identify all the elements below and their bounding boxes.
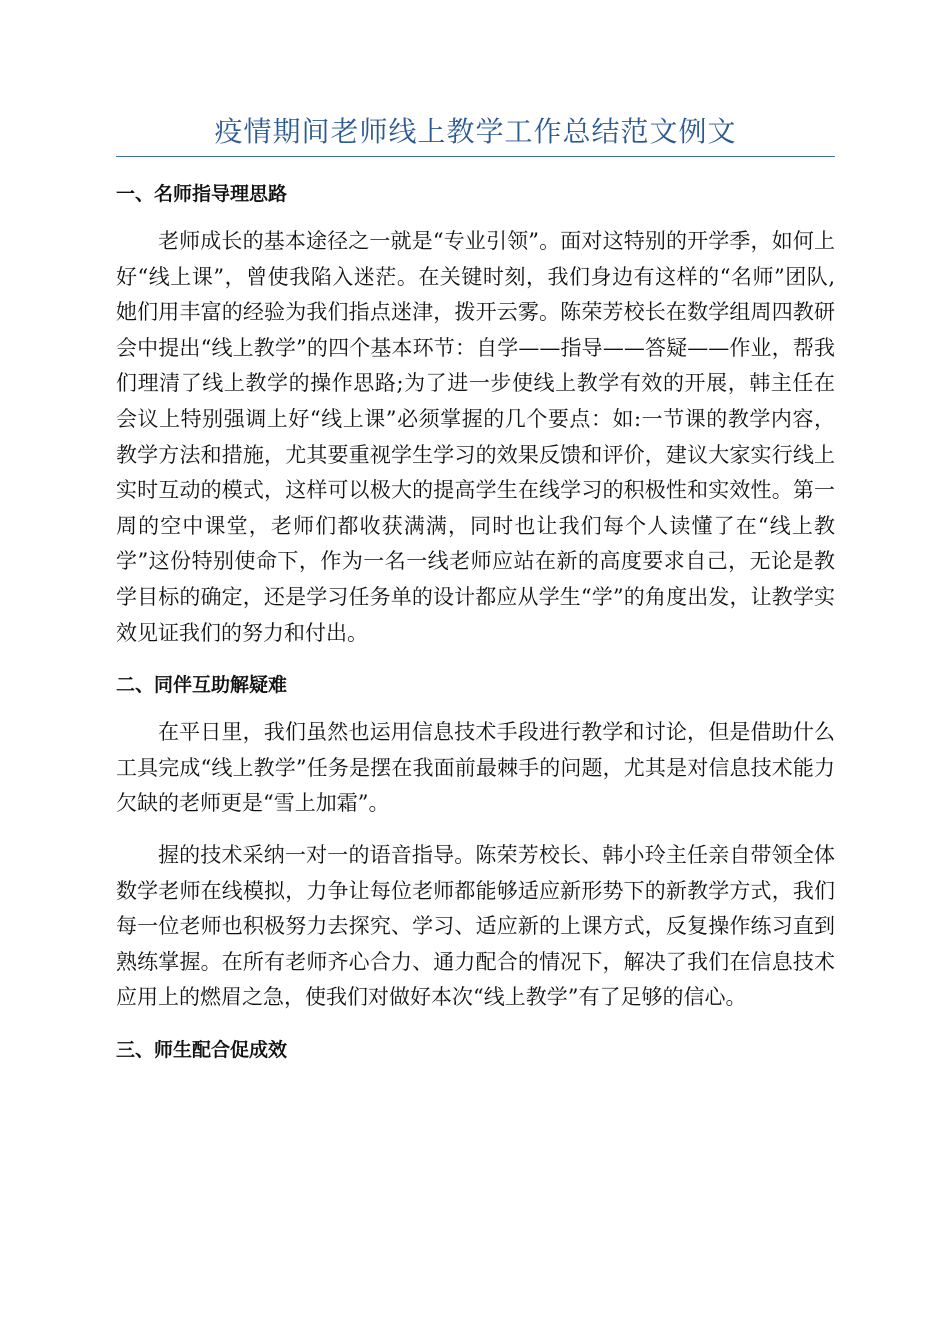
paragraph: 在平日里，我们虽然也运用信息技术手段进行教学和讨论，但是借助什么工具完成“线上教学”任务是摆在我面前最棘手的问题，尤其是对信息技术能力欠缺的老师更是“雪上加霜”。 — [116, 720, 835, 816]
document-body — [116, 176, 835, 1068]
section-heading: 一、名师指导理思路 — [116, 183, 288, 205]
section-heading: 二、同伴互助解疑难 — [116, 674, 288, 697]
section-heading: 三、师生配合促成效 — [116, 1038, 288, 1061]
paragraph: 老师成长的基本途径之一就是“专业引领”。面对这特别的开学季，如何上好“线上课”，曾使我陷入迷茫。在关键时刻，我们身边有这样的“名师”团队,她们用丰富的经验为我们指点迷津，拨开云雾。陈荣芳校长在数学组周四教研会中提出“线上教学”的四个基本环节：自学——指导——答疑——作业，帮我们理清了线上教学的操作思路;为了进一步使线上教学有效的开展，韩主任在会议上特别强调上好“线上课”必须掌握的几个要点：如:一节课的教学内容，教学方法和措施，尤其要重视学生学习的效果反馈和评价，建议大家实行线上实时互动的模式，这样可以极大的提高学生在线学习的积极性和实效性。第一周的空中课堂，老师们都收获满满，同时也让我们每个人读懂了在“线上教学”这份特别使命下，作为一名一线老师应站在新的高度要求自己，无论是教学目标的确定，还是学习任务单的设计都应从学生“学”的角度出发，让教学实效见证我们的努力和付出。 — [116, 229, 835, 645]
document-title: 疫情期间老师线上教学工作总结范文例文 — [214, 115, 737, 148]
title-block — [116, 108, 835, 157]
paragraph: 握的技术采纳一对一的语音指导。陈荣芳校长、韩小玲主任亲自带领全体数学老师在线模拟，力争让每位老师都能够适应新形势下的新教学方式，我们每一位老师也积极努力去探究、学习、适应新的上课方式，反复操作练习直到熟练掌握。在所有老师齐心合力、通力配合的情况下，解决了我们在信息技术应用上的燃眉之急，使我们对做好本次“线上教学”有了足够的信心。 — [116, 842, 835, 1010]
